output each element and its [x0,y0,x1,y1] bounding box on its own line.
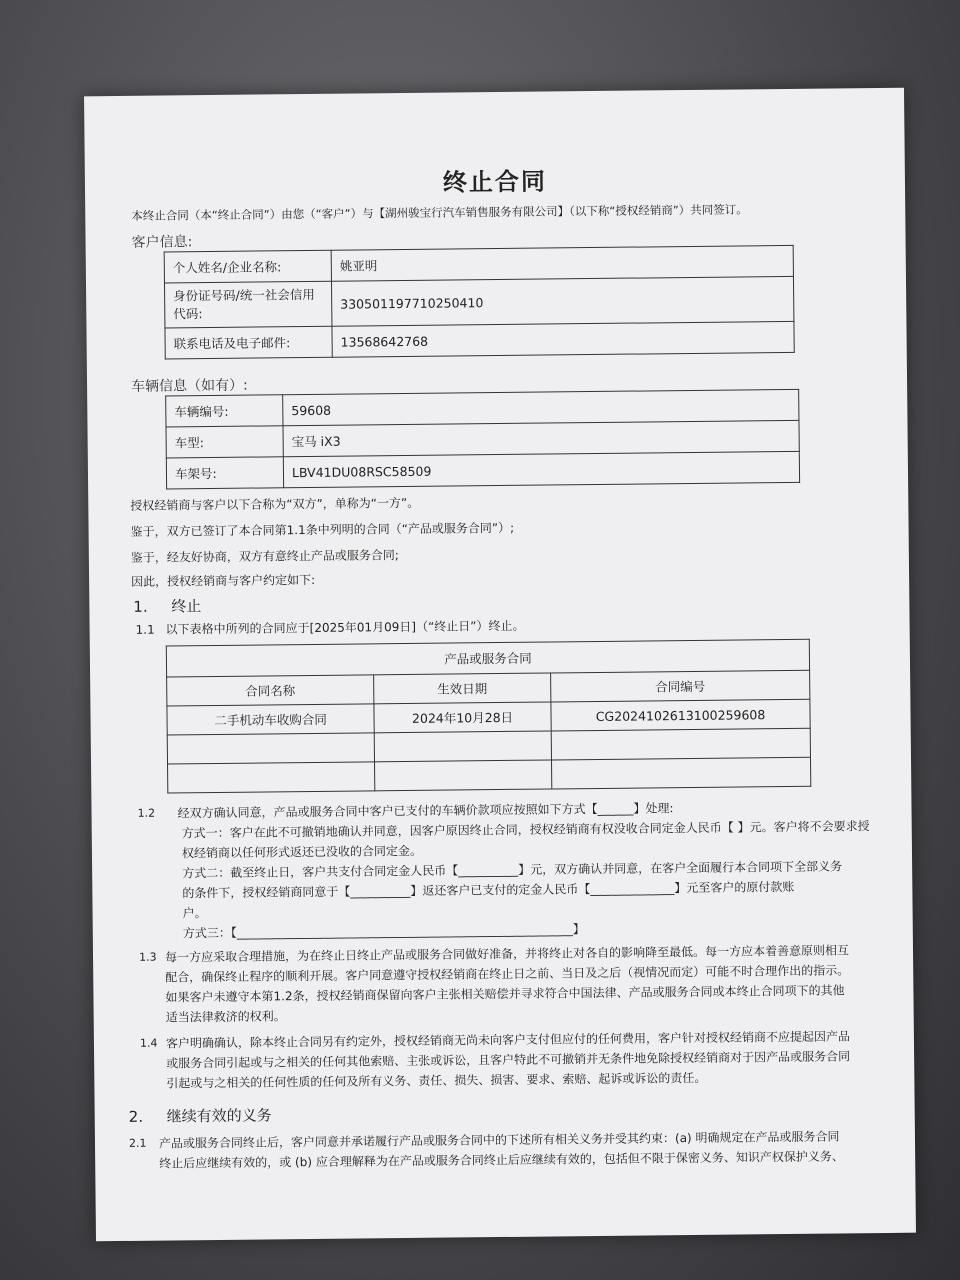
vehicle-label-cell: 车型: [166,426,283,458]
section-number: 1. [133,597,148,616]
recital-therefore: 因此，授权经销商与客户约定如下: [131,572,316,589]
clause-line: 权经销商以任何形式返还已没收的合同定金。 [181,843,423,861]
vehicle-section-label: 车辆信息（如有）: [130,377,248,395]
clause-line: 引起或与之相关的任何性质的任何及所有义务、责任、损失、损害、要求、索赔、起诉或诉讼的责任。 [166,1070,707,1091]
table-cell [375,760,552,791]
column-header: 生效日期 [374,673,551,704]
clause-line: 经双方确认同意，产品或服务合同中客户已支付的车辆价款项应按照如下方式【______】处理: [177,801,674,821]
clause-line: 每一方应采取合理措施，为在终止日终止产品或服务合同做好准备，并将终止对各自的影响降至最低。每一方应本着善意原则相互 [164,943,850,965]
vehicle-value-cell: 宝马 iX3 [283,420,799,456]
table-row [165,321,794,359]
clause-text: 以下表格中所列的合同应于[2025年01月09日]（“终止日”）终止。 [165,618,525,637]
table-caption: 产品或服务合同 [166,639,809,677]
clause-line: 方式一：客户在此不可撤销地确认并同意，因客户原因终止合同，授权经销商有权没收合同定金人民币【 】元。客户将不会要求授 [181,819,870,841]
recital-whereas-2: 鉴于，经友好协商，双方有意终止产品或服务合同; [130,548,399,565]
clause-line: 配合，确保终止程序的顺利开展。客户同意遵守授权经销商在终止日之前、当日及之后（视情况而定）可能不时合理作出的指示。 [165,963,850,985]
vehicle-label-cell: 车架号: [166,457,283,489]
customer-label-cell: 联系电话及电子邮件: [165,326,332,359]
section-title: 终止 [171,597,202,616]
clause-line: 或服务合同引起或与之相关的任何其他索赔、主张或诉讼，且客户特此不可撤销并无条件地免除授权经销商对于因产品或服务合同 [166,1049,851,1071]
table-row [166,451,799,489]
section-title: 继续有效的义务 [166,1106,272,1126]
table-cell [168,762,375,793]
clause-line: 终止后应继续有效的，或 (b) 应合理解释为在产品或服务合同终止后应继续有效的，包括但不限于保密义务、知识产权保护义务、 [159,1149,844,1171]
section-number: 2. [128,1107,144,1126]
table-row [168,757,811,793]
clause-number: 1.4 [139,1036,158,1050]
customer-info-table [164,245,795,360]
customer-label-cell: 个人姓名/企业名称: [164,250,331,283]
table-cell [374,731,551,762]
clause-line: 产品或服务合同终止后，客户同意并承诺履行产品或服务合同中的下述所有相关义务并受其约束：(a) 明确规定在产品或服务合同 [158,1129,840,1151]
clause-line: 方式三：【________________________________________________________】 [182,922,585,941]
table-cell [551,728,810,760]
vehicle-info-table [165,389,800,490]
table-cell: 2024年10月28日 [374,702,551,733]
recital-whereas-1: 鉴于，双方已签订了本合同第1.1条中列明的合同（“产品或服务合同”）; [130,520,515,539]
table-cell [167,733,374,764]
customer-section-label: 客户信息: [131,234,193,251]
document-title: 终止合同 [442,167,548,197]
customer-label-cell: 身份证号码/统一社会信用代码: [164,281,331,328]
section-1-heading [133,595,201,617]
clause-line: 的条件下，授权经销商同意于【__________】返还客户已支付的定金人民币【______________】元至客户的原付款账 [182,879,795,901]
table-cell: 二手机动车收购合同 [167,704,374,735]
clause-line: 适当法律救济的权利。 [165,1009,286,1025]
clause-number: 1.3 [138,950,157,964]
clause-line: 如果客户未遵守本第1.2条，授权经销商保留向客户主张相关赔偿并寻求符合中国法律、产品或服务合同或本终止合同项下的其他 [165,983,845,1005]
table-cell: CG2024102613100259608 [551,699,810,731]
clause-number: 2.1 [128,1136,147,1150]
section-2-heading [129,1104,272,1126]
customer-value-cell: 330501197710250410 [331,276,793,326]
clause-1-1 [136,617,525,638]
customer-value-cell: 13568642768 [332,321,794,357]
contract-page [84,88,916,1242]
clause-number: 1.1 [135,622,155,637]
column-header: 合同名称 [167,675,374,706]
clause-line: 客户明确确认，除本终止合同另有约定外，授权经销商无尚未向客户支付但应付的任何费用，客户针对授权经销商不应提起因产品 [165,1029,851,1051]
clause-number: 1.2 [137,806,156,820]
contract-table [166,639,812,794]
column-header: 合同编号 [551,670,810,702]
vehicle-value-cell: 59608 [283,389,799,425]
clause-line: 方式二：截至终止日，客户共支付合同定金人民币【__________】元，双方确认并同意，在客户全面履行本合同项下全部义务 [182,859,843,881]
customer-value-cell: 姚亚明 [331,245,793,281]
table-row [164,276,793,328]
vehicle-label-cell: 车辆编号: [166,395,283,427]
vehicle-value-cell: LBV41DU08RSC58509 [283,451,799,487]
recital-parties: 授权经销商与客户以下合称为“双方”，单称为“一方”。 [130,495,420,513]
table-cell [552,757,811,789]
clause-line: 户。 [182,906,207,921]
intro-paragraph: 本终止合同（本“终止合同”）由您（“客户”）与【湖州骏宝行汽车销售服务有限公司】（以下称“授权经销商”）共同签订。 [131,202,748,223]
